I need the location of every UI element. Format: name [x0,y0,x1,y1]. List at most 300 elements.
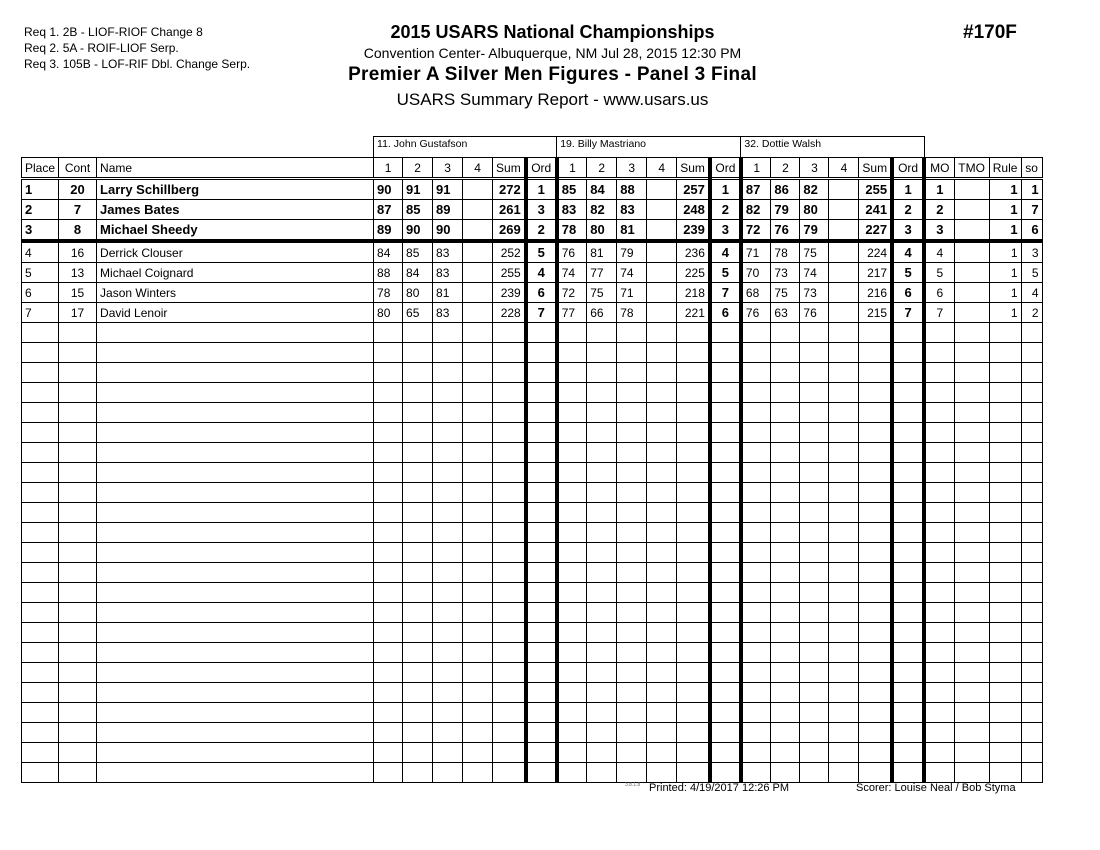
judge-1-score-cell: 89 [374,220,403,242]
judge-3-score-cell: 78 [771,241,800,263]
col-cont: Cont [59,158,97,179]
empty-cell [892,483,924,503]
empty-cell [677,363,710,383]
empty-cell [771,563,800,583]
empty-cell [1021,603,1042,623]
judge-2-name: 19. Billy Mastriano [557,137,741,158]
judge-2-sum-cell: 221 [677,303,710,323]
empty-cell [800,483,829,503]
empty-cell [617,463,647,483]
empty-cell [59,503,97,523]
empty-cell [800,443,829,463]
empty-cell [710,643,741,663]
empty-cell [892,323,924,343]
judge-1-score-cell: 84 [374,241,403,263]
empty-cell [771,323,800,343]
empty-cell [97,343,374,363]
mo-cell: 2 [924,200,954,220]
empty-cell [741,663,771,683]
empty-cell [97,463,374,483]
empty-cell [97,423,374,443]
empty-row [22,363,1043,383]
empty-cell [954,703,989,723]
empty-cell [463,683,493,703]
empty-cell [989,463,1021,483]
empty-cell [403,743,433,763]
judge-1-ordinal-cell: 5 [526,241,557,263]
empty-cell [97,403,374,423]
empty-cell [924,543,954,563]
empty-cell [924,743,954,763]
empty-cell [859,603,892,623]
empty-cell [741,383,771,403]
name-cell: Larry Schillberg [97,179,374,200]
judge-2-ordinal-cell: 4 [710,241,741,263]
judge-2-ordinal-cell: 1 [710,179,741,200]
judge-2-score-cell: 66 [587,303,617,323]
empty-cell [557,543,587,563]
col-j1-s4: 4 [463,158,493,179]
judge-3-score-cell: 73 [771,263,800,283]
empty-cell [677,623,710,643]
judge-2-score-cell: 72 [557,283,587,303]
judge-2-score-cell: 78 [617,303,647,323]
empty-cell [859,403,892,423]
empty-row [22,563,1043,583]
empty-cell [647,603,677,623]
judge-1-score-cell: 80 [403,283,433,303]
judge-3-score-cell [829,179,859,200]
empty-cell [433,343,463,363]
empty-cell [587,623,617,643]
empty-cell [374,743,403,763]
empty-cell [800,743,829,763]
judge-1-ordinal-cell: 4 [526,263,557,283]
empty-cell [989,483,1021,503]
empty-row [22,443,1043,463]
empty-cell [22,703,59,723]
judge-2-score-cell: 78 [557,220,587,242]
scorer-label: Scorer: Louise Neal / Bob Styma [856,782,1016,794]
empty-cell [829,723,859,743]
empty-cell [829,643,859,663]
empty-cell [1021,523,1042,543]
empty-cell [374,383,403,403]
empty-cell [829,323,859,343]
empty-cell [587,423,617,443]
empty-cell [493,363,526,383]
empty-cell [924,563,954,583]
empty-cell [800,403,829,423]
empty-cell [1021,723,1042,743]
empty-cell [557,683,587,703]
judge-3-ordinal-cell: 7 [892,303,924,323]
empty-cell [587,763,617,783]
report-title: 2015 USARS National Championships [390,22,715,42]
empty-cell [587,443,617,463]
empty-cell [587,403,617,423]
judge-2-score-cell: 84 [587,179,617,200]
empty-cell [526,683,557,703]
empty-cell [647,663,677,683]
empty-cell [557,403,587,423]
empty-cell [800,623,829,643]
judge-2-sum-cell: 248 [677,200,710,220]
mo-cell: 7 [924,303,954,323]
empty-cell [463,383,493,403]
judge-1-ordinal-cell: 1 [526,179,557,200]
empty-cell [59,523,97,543]
empty-cell [771,403,800,423]
event-number: #170F [963,22,1017,43]
empty-cell [892,683,924,703]
col-j1-sum: Sum [493,158,526,179]
empty-cell [587,743,617,763]
empty-cell [859,623,892,643]
empty-cell [97,503,374,523]
empty-cell [59,323,97,343]
judge-3-score-cell: 79 [771,200,800,220]
empty-cell [892,643,924,663]
empty-cell [741,683,771,703]
empty-row [22,543,1043,563]
judge-3-score-cell: 72 [741,220,771,242]
empty-cell [493,743,526,763]
tmo-cell [954,283,989,303]
cont-cell: 13 [59,263,97,283]
empty-cell [493,623,526,643]
empty-cell [677,663,710,683]
empty-cell [647,523,677,543]
empty-cell [59,663,97,683]
empty-cell [59,743,97,763]
empty-cell [433,723,463,743]
empty-cell [647,383,677,403]
empty-cell [741,643,771,663]
empty-cell [463,563,493,583]
judge-1-sum-cell: 255 [493,263,526,283]
empty-cell [771,523,800,543]
judge-2-score-cell: 81 [617,220,647,242]
empty-row [22,683,1043,703]
empty-cell [924,723,954,743]
empty-cell [433,643,463,663]
empty-row [22,403,1043,423]
judge-3-score-cell: 63 [771,303,800,323]
judge-3-ordinal-cell: 1 [892,179,924,200]
judge-3-sum-cell: 227 [859,220,892,242]
empty-cell [493,503,526,523]
empty-cell [403,563,433,583]
empty-cell [433,483,463,503]
empty-cell [892,463,924,483]
empty-cell [97,603,374,623]
judge-3-score-cell [829,220,859,242]
requirement-1: Req 1. 2B - LIOF-RIOF Change 8 [24,25,203,39]
col-j2-ord: Ord [710,158,741,179]
name-cell: Jason Winters [97,283,374,303]
empty-cell [800,643,829,663]
empty-cell [433,583,463,603]
judge-3-ordinal-cell: 5 [892,263,924,283]
empty-cell [1021,383,1042,403]
judge-3-sum-cell: 216 [859,283,892,303]
empty-cell [924,423,954,443]
empty-cell [859,423,892,443]
empty-cell [771,663,800,683]
empty-cell [374,623,403,643]
empty-cell [22,403,59,423]
empty-cell [403,503,433,523]
empty-cell [677,543,710,563]
col-rule: Rule [989,158,1021,179]
judge-2-sum-cell: 257 [677,179,710,200]
empty-cell [989,603,1021,623]
empty-cell [463,763,493,783]
empty-row [22,583,1043,603]
empty-cell [989,543,1021,563]
empty-cell [1021,703,1042,723]
empty-cell [617,363,647,383]
empty-cell [1021,763,1042,783]
judge-2-score-cell: 81 [587,241,617,263]
table-row [22,179,1043,200]
col-j3-s3: 3 [800,158,829,179]
empty-cell [954,743,989,763]
place-cell: 4 [22,241,59,263]
empty-cell [829,543,859,563]
empty-cell [22,563,59,583]
empty-cell [374,583,403,603]
rule-cell: 1 [989,303,1021,323]
judge-3-score-cell: 86 [771,179,800,200]
empty-cell [677,523,710,543]
empty-cell [617,383,647,403]
empty-cell [954,583,989,603]
judge-2-sum-cell: 218 [677,283,710,303]
mo-cell: 5 [924,263,954,283]
empty-cell [800,463,829,483]
empty-cell [829,363,859,383]
empty-cell [557,423,587,443]
empty-cell [403,523,433,543]
empty-cell [647,623,677,643]
empty-cell [463,363,493,383]
empty-cell [892,663,924,683]
empty-cell [677,763,710,783]
judge-1-score-cell: 91 [403,179,433,200]
empty-cell [526,743,557,763]
empty-cell [924,383,954,403]
empty-cell [374,423,403,443]
empty-cell [954,543,989,563]
empty-cell [800,323,829,343]
empty-cell [1021,423,1042,443]
empty-cell [526,503,557,523]
empty-cell [59,483,97,503]
judge-2-sum-cell: 225 [677,263,710,283]
judge-2-score-cell [647,241,677,263]
empty-cell [924,623,954,643]
empty-cell [677,463,710,483]
so-cell: 5 [1021,263,1042,283]
empty-cell [859,463,892,483]
empty-cell [403,463,433,483]
judge-1-sum-cell: 261 [493,200,526,220]
empty-cell [22,503,59,523]
empty-cell [526,323,557,343]
empty-cell [829,383,859,403]
empty-cell [587,603,617,623]
empty-cell [954,683,989,703]
judge-1-score-cell [463,200,493,220]
empty-cell [526,763,557,783]
empty-cell [403,623,433,643]
empty-cell [617,423,647,443]
empty-cell [954,443,989,463]
empty-cell [403,643,433,663]
empty-cell [859,323,892,343]
empty-cell [463,543,493,563]
judge-1-score-cell [463,241,493,263]
judge-1-sum-cell: 269 [493,220,526,242]
judge-2-score-cell: 75 [587,283,617,303]
empty-cell [859,663,892,683]
empty-cell [617,603,647,623]
empty-cell [859,543,892,563]
empty-cell [924,363,954,383]
empty-cell [647,563,677,583]
judge-1-score-cell: 87 [374,200,403,220]
empty-cell [647,723,677,743]
empty-cell [374,463,403,483]
empty-cell [892,503,924,523]
judge-2-score-cell: 77 [557,303,587,323]
empty-cell [374,683,403,703]
tmo-cell [954,263,989,283]
empty-cell [557,643,587,663]
place-cell: 5 [22,263,59,283]
rule-cell: 1 [989,179,1021,200]
empty-cell [741,563,771,583]
empty-cell [892,583,924,603]
empty-cell [557,563,587,583]
judge-3-name: 32. Dottie Walsh [741,137,924,158]
judge-3-score-cell [829,263,859,283]
empty-cell [59,763,97,783]
empty-cell [829,403,859,423]
empty-cell [403,763,433,783]
judge-2-score-cell: 77 [587,263,617,283]
empty-cell [97,683,374,703]
judge-1-sum-cell: 272 [493,179,526,200]
empty-cell [97,523,374,543]
empty-cell [433,463,463,483]
empty-cell [677,323,710,343]
empty-cell [97,743,374,763]
empty-cell [771,703,800,723]
empty-cell [493,563,526,583]
empty-cell [710,483,741,503]
empty-cell [800,603,829,623]
empty-cell [859,763,892,783]
empty-cell [617,703,647,723]
empty-cell [829,583,859,603]
empty-cell [463,503,493,523]
judge-2-score-cell [647,263,677,283]
judge-1-score-cell: 78 [374,283,403,303]
judge-2-ordinal-cell: 5 [710,263,741,283]
empty-row [22,323,1043,343]
table-row [22,303,1043,323]
empty-cell [829,563,859,583]
empty-cell [59,583,97,603]
empty-cell [892,423,924,443]
empty-cell [771,463,800,483]
judge-1-score-cell: 84 [403,263,433,283]
empty-cell [493,383,526,403]
empty-cell [989,343,1021,363]
empty-cell [710,723,741,743]
empty-cell [97,443,374,463]
empty-cell [954,643,989,663]
empty-cell [526,563,557,583]
empty-cell [741,503,771,523]
empty-cell [587,563,617,583]
empty-cell [710,763,741,783]
empty-cell [463,323,493,343]
empty-cell [954,763,989,783]
empty-cell [587,483,617,503]
empty-cell [859,723,892,743]
empty-cell [677,383,710,403]
empty-cell [647,743,677,763]
empty-cell [403,543,433,563]
place-cell: 6 [22,283,59,303]
empty-cell [859,443,892,463]
empty-cell [493,583,526,603]
empty-cell [587,363,617,383]
judge-3-score-cell: 73 [800,283,829,303]
judge-1-score-cell: 90 [403,220,433,242]
empty-cell [677,563,710,583]
empty-cell [677,503,710,523]
empty-cell [800,423,829,443]
empty-cell [892,743,924,763]
col-j1-s3: 3 [433,158,463,179]
judge-2-score-cell: 79 [617,241,647,263]
empty-cell [677,643,710,663]
empty-cell [557,723,587,743]
empty-cell [463,343,493,363]
col-j2-sum: Sum [677,158,710,179]
empty-cell [59,703,97,723]
name-cell: Michael Sheedy [97,220,374,242]
empty-cell [403,583,433,603]
empty-cell [557,323,587,343]
empty-cell [741,583,771,603]
empty-cell [526,543,557,563]
empty-cell [403,443,433,463]
empty-cell [1021,743,1042,763]
place-cell: 3 [22,220,59,242]
empty-cell [954,423,989,443]
empty-cell [710,383,741,403]
empty-cell [374,703,403,723]
empty-cell [989,643,1021,663]
empty-cell [924,703,954,723]
mo-cell: 4 [924,241,954,263]
